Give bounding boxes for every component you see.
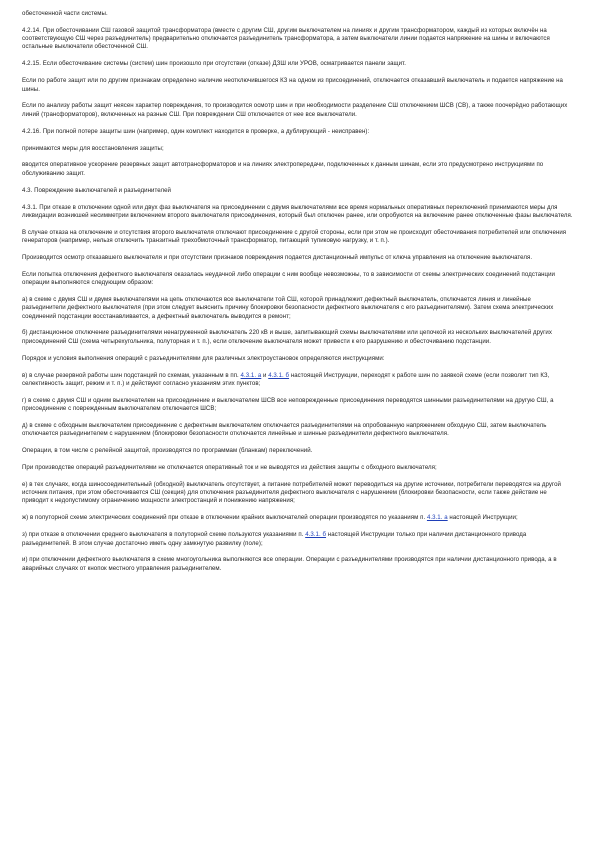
paragraph-text: настоящей Инструкции только при наличии дистанционного привода разъединителей. В этом случае достаточно иметь одну замкнутую развилку (поле); — [22, 531, 527, 547]
paragraph-10: В случае отказа на отключение и отсутствия второго выключателя отключают присоединение с другой стороны, если при этом не происходит обесточивания потребителей или отключения генераторов (например, нельзя отключить транзитный трехобмоточный трансформатор, питающий тупиковую нагрузку, и т. п.). — [22, 228, 567, 244]
paragraph-item-g: г) в схеме с двумя СШ и одним выключателем на присоединение и выключателем ШСВ все неповрежденные присоединения переводятся шинными разъединителями на другую СШ, а присоединение с поврежденным выключателем отключается ШСВ; — [22, 396, 554, 412]
paragraph-3: Если по работе защит или по другим признакам определено наличие неотключившегося КЗ на одном из присоединений, отключается отказавший выключатель и подается напряжение на шины. — [22, 77, 563, 93]
paragraph-4-2-16: 4.2.16. При полной потере защиты шин (например, один комплект находится в проверке, а дублирующий - неисправен): — [22, 127, 370, 135]
link-4-3-1-a[interactable]: 4.3.1. а — [240, 371, 262, 379]
link-4-3-1-b[interactable]: 4.3.1. б — [268, 371, 290, 379]
paragraph-4-3-1: 4.3.1. При отказе в отключении одной или двух фаз выключателя на присоединении с двумя выключателями все время нормальных оперативных переключений принимаются меры для ликвидации возникшей несимметрии включением второго выключателя присоединения, который был отключен ранее, или опробуются на включение ранее отключенные фазы выключателя. — [22, 203, 573, 219]
paragraph-text: и — [261, 371, 269, 379]
paragraph-4-2-15: 4.2.15. Если обесточивание системы (систем) шин произошло при отсутствии (отказе) ДЗШ или УРОВ, осматривается панели защит. — [22, 60, 406, 68]
link-4-3-1-a[interactable]: 4.3.1. а — [426, 514, 448, 522]
paragraph-text: настоящей Инструкции; — [447, 514, 518, 522]
paragraph-19: Операции, в том числе с релейной защитой, производятся по программам (бланкам) переключений. — [22, 447, 313, 455]
paragraph-item-v — [22, 372, 573, 389]
paragraph-item-d: д) в схеме с обходным выключателем присоединение с дефектным выключателем отключается разъединителями на опробованную напряжением обходную СШ, затем выключатель отключается разъединителем с нарушением (блокировки безопасности отключается линейные и шинные разъединители дефектного выключателя. — [22, 421, 547, 438]
paragraph-text: в) в случае резервной работы шин подстанций по схемам, указанным в пп. — [22, 371, 241, 379]
paragraph-item-e: е) в тех случаях, когда шиносоединительный (обходной) выключатель отсутствует, а питание потребителей может переводиться на другие источники, потребители переводятся на другой источник питания, при этом обесточивается СШ (секция) для отключения разъединителя дефектного выключателя с нарушением (блокировки безопасности, если также действие не приводит к недопустимому ограничению мощности электростанций и понижению напряжения; — [22, 480, 562, 505]
paragraph-6: принимаются меры для восстановления защиты; — [22, 144, 164, 152]
paragraph-0: обесточенной части системы. — [22, 10, 108, 17]
section-heading-4-3: 4.3. Повреждение выключателей и разъединителей — [22, 186, 171, 194]
paragraph-text: ж) в полуторной схеме электрических соединений при отказе в отключении крайних выключателей операции производятся по указаниям п. — [22, 514, 427, 522]
paragraph-4-2-14: 4.2.14. При обесточивании СШ газовой защитой трансформатора (вместе с другим СШ, другим выключателем на линиях и другим трансформатором, каждый из которых включён на соответствующую СШ через разъединитель) предварительно отключается разъединитель трансформатора, а затем выключатели линии подается напряжение на шины и включаются остальные выключатели обесточенной СШ. — [22, 26, 550, 51]
paragraph-item-i: и) при отключении дефектного выключателя в схеме многоугольника выполняются все операции. Операции с разъединителями производятся при наличии дистанционного привода, а в аварийных случаях от кнопок местного управления разъединителем. — [22, 556, 557, 572]
paragraph-7: вводится оперативное ускорение резервных защит автотрансформаторов и на линиях электропередачи, подключенных к данным шинам, если это предусмотрено инструкциями по обслуживанию защит. — [22, 161, 544, 177]
link-4-3-1-b[interactable]: 4.3.1. б — [305, 531, 327, 539]
paragraph-item-b: б) дистанционное отключение разъединителями ненагруженной выключатель 220 кВ и выше, запитывающий схемы выключателями или цепочкой из нескольких выключателей других присоединений СШ (схема четырехугольника, полуторная и т. п.), если отключение выключателя может привести к его разрушению и обесточиванию подстанции. — [22, 329, 552, 345]
paragraph-11: Производится осмотр отказавшего выключателя и при отсутствии признаков повреждения подается дистанционный импульс от ключа управления на отключение выключателя. — [22, 253, 533, 261]
paragraph-15: Порядок и условия выполнения операций с разъединителями для различных электроустановок определяются инструкциями: — [22, 354, 385, 362]
paragraph-item-a: а) в схеме с двумя СШ и двумя выключателями на цепь отключаются все выключатели той СШ, которой принадлежит дефектный выключатель, отключается линия и линейные разъединители дефектного выключателя (при этом следует выяснить причину блокировки безопасности дефектного выключателя с его разъединителями). Затем схема электрических соединений подстанции восстанавливается, а дефектный выключатель выводится в ремонт; — [22, 295, 554, 320]
paragraph-item-z — [22, 531, 573, 548]
paragraph-item-zh — [22, 514, 573, 522]
paragraph-text: з) при отказе в отключении среднего выключателя в полуторной схеме пользуются указаниями п. — [22, 531, 306, 539]
paragraph-4: Если по анализу работы защит неясен характер повреждения, то производится осмотр шин и при необходимости разделение СШ отключением ШСВ (СВ), а также поочерёдно работающих линий (трансформаторов), включенных на разные СШ. При повреждении СШ отключается от нее все выключатели. — [22, 102, 568, 118]
paragraph-12: Если попытка отключения дефектного выключателя оказалась неудачной либо операции с ним вообще невозможны, то в зависимости от схемы электрических соединений подстанции операции выполняются следующим образом: — [22, 270, 555, 287]
paragraph-text: настоящей Инструкции, переходят к работе шин по заявкой схеме (если позволит тип КЗ, селективность защит, режим и т. п.) и действуют согласно указаниям этих пунктов; — [22, 371, 550, 387]
paragraph-20: При производстве операций разъединителями не отключается оперативный ток и не выводятся из действия защиты с обходного выключателя; — [22, 463, 437, 471]
